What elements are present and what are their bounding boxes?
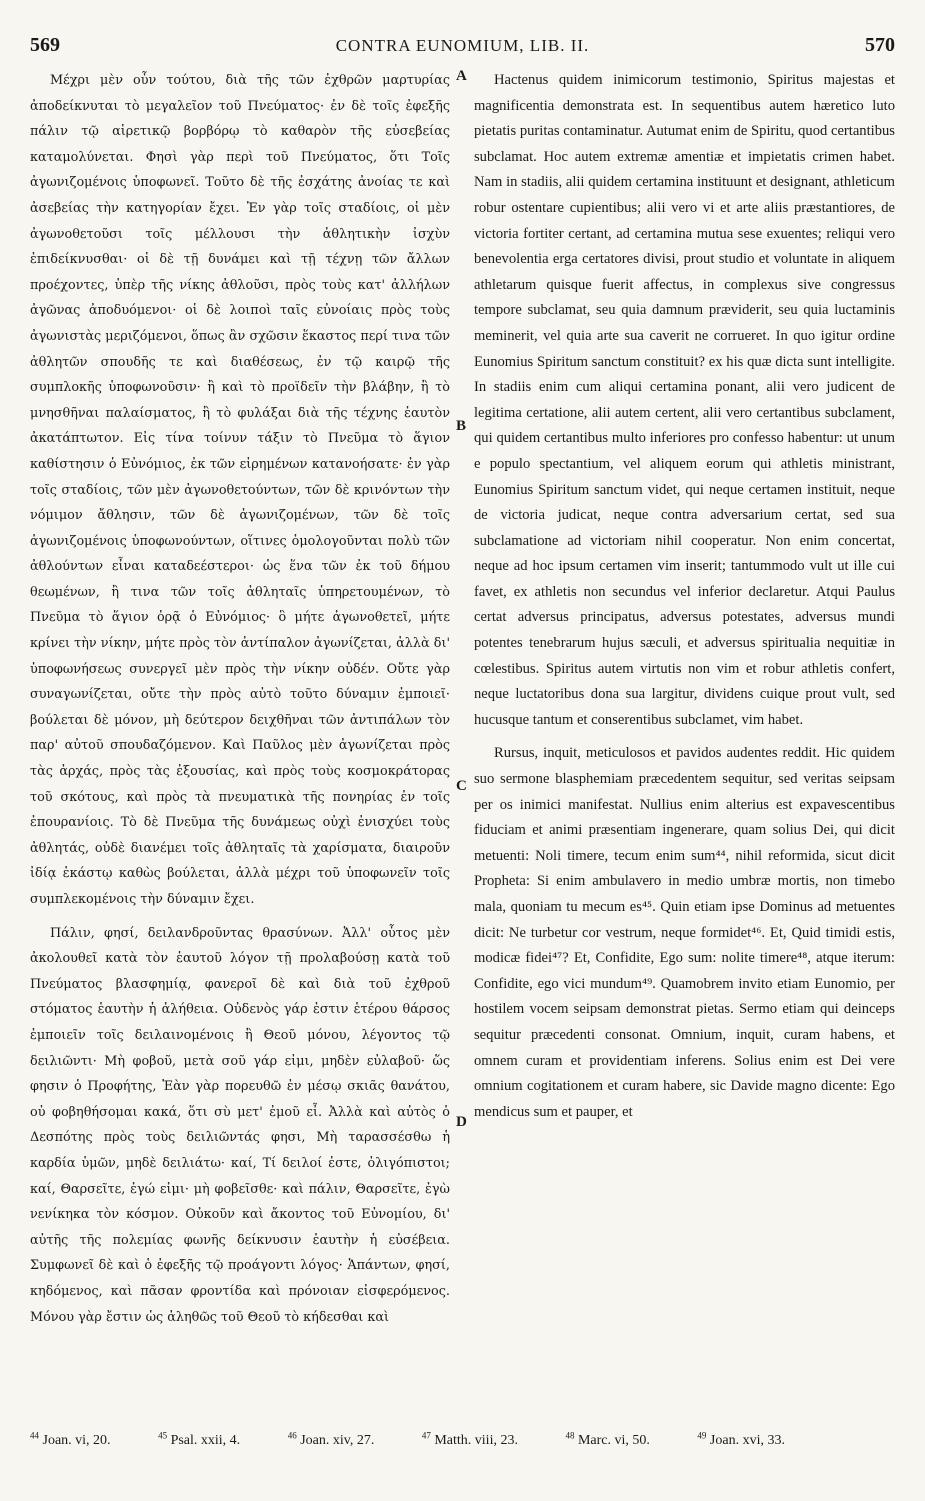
latin-paragraph-1: Hactenus quidem inimicorum testimonio, Spiritus majestas et magnificentia demonstrata est. In sequentibus autem hæretico luto pietatis puritas contaminatur. Autumat enim de Spiritu, quod certantibus subclamat. Hoc autem extremæ amentiæ et impietatis crimen habet. Nam in stadiis, alii quidem certamina instituunt et designant, athleticum robur ostentare cupientibus; alii vero vi et arte aliis præstantiores, de victoria fortiter certant, ad certamina mutua sese exuentes; reliqui vero benevolentia erga certatores divisi, prout studio et voluntate in aliquem athletarum quisque fuerit affectus, in complexus sive congressus tempore subclamat, seu quia damnum præviderit, seu quia luctaminis meminerit, vel quia arte sua caverit ne corrueret. In quo igitur ordine Eunomius Spiritum sanctum constituit? ex his quæ dicta sunt intelligite. In stadiis enim cum aliqui certamina ponant, alii vero judicent de legitima certatione, alii autem certent, alii vero certantibus subclament, qui quidem certantibus multo inferiores pro confesso habentur: ut unum e populo spectantium, vel aliquem eorum qui athletis ministrant, Eunomius Spiritum sanctum videt, qui neque certamen instituit, neque de victoria judicat, neque contra adversarium certat, sed sua subclamatione ad victoriam nihil cooperatur. Non enim concertat, neque ad hoc ipsum certamen vim inserit; tantummodo vult ut ille cui favet, ex athletis non secundus vel inferior declaretur. Atqui Paulus certat adversus principatus, adversus potestates, adversus mundi potentes tenebrarum hujus sæculi, et adversus spiritualia nequitiæ in cœlestibus. Spiritus autem virtutis non vim et robur athletis confert, neque luctatoribus dona sua largitur, dividens cuique prout vult, sed hucusque tantum et conserentibus subclamet, vim habet. bbox=[474, 72, 895, 728]
latin-paragraph-2: Rursus, inquit, meticulosos et pavidos audentes reddit. Hic quidem suo sermone blasphemiam præcedentem sequitur, sed veritas seipsam per os inimici manifestat. Nullius enim alterius est expavescentibus fiduciam et animi præsentiam ingenerare, quam solius Dei, qui dicit metuenti: Noli timere, tecum enim sum⁴⁴, nihil reformida, sicut dicit Propheta: Si enim ambulavero in medio umbræ mortis, non timebo mala, quoniam tu mecum es⁴⁵. Quin etiam ipse Dominus ad metuentes dicit: Ne turbetur cor vestrum, neque formidet⁴⁶. Et, Quid timidi estis, modicæ fidei⁴⁷? Et, Confidite, Ego sum: nolite timere⁴⁸, atque iterum: Confidite, ego vici mundum⁴⁹. Quamobrem invito etiam Eunomio, per hostilem vocem seipsam demonstrat pietas. Sermo etiam qui deinceps sequitur præcedenti consonat. Omnium, inquit, curam habens, et omnem curam et providentiam inferens. Solius enim est Dei vere omnium cogitationem et curam habere, sic Davide magno dicente: Ego mendicus sum et pauper, et bbox=[474, 745, 895, 1120]
greek-column bbox=[30, 68, 450, 1330]
two-column-body bbox=[30, 68, 895, 1418]
page-number-left: 569 bbox=[30, 34, 60, 56]
footnote-44: $^{44}$ Joan. vi, 20. bbox=[30, 1430, 111, 1448]
page-header bbox=[30, 34, 895, 60]
footnote-49: $^{49}$ Joan. xvi, 33. bbox=[697, 1430, 785, 1448]
footnote-48: $^{48}$ Marc. vi, 50. bbox=[565, 1430, 650, 1448]
section-markers bbox=[454, 68, 474, 1418]
greek-paragraph-2: Πάλιν, φησί, δειλανδροῦντας θρασύνων. Ἀλλ' οὗτος μὲν ἀκολουθεῖ κατὰ τὸν ἑαυτοῦ λόγον τῇ προλαβούσῃ κατὰ τοῦ Πνεύματος βλασφημίᾳ, φανεροῖ δὲ καὶ διὰ τοῦ ἐχθροῦ στόματος ἑαυτὴν ἡ ἀλήθεια. Οὐδενὸς γάρ ἐστιν ἑτέρου θάρσος ἐμποιεῖν τοῖς δειλαινομένοις ἢ Θεοῦ μόνου, λέγοντος τῷ δειλιῶντι· Μὴ φοβοῦ, μετὰ σοῦ γάρ εἰμι, μηδὲν εὐλαβοῦ· ὥς φησιν ὁ Προφήτης, Ἐὰν γὰρ πορευθῶ ἐν μέσῳ σκιᾶς θανάτου, οὐ φοβηθήσομαι κακά, ὅτι σὺ μετ' ἐμοῦ εἶ. Ἀλλὰ καὶ αὐτὸς ὁ Δεσπότης πρὸς τοὺς δειλιῶντάς φησι, Μὴ ταρασσέσθω ἡ καρδία ὑμῶν, μηδὲ δειλιάτω· καί, Τί δειλοί ἐστε, ὀλιγόπιστοι; καί, Θαρσεῖτε, ἐγώ εἰμι· μὴ φοβεῖσθε· καὶ πάλιν, Θαρσεῖτε, ἐγὼ νενίκηκα τὸν κόσμον. Οὐκοῦν καὶ ἄκοντος τοῦ Εὐνομίου, δι' αὐτῆς τῆς πολεμίας φωνῆς δείκνυσιν ἑαυτὴν ἡ εὐσέβεια. Συμφωνεῖ δὲ καὶ ὁ ἐφεξῆς τῷ προάγοντι λόγος· Ἁπάντων, φησί, κηδόμενος, καὶ πᾶσαν φροντίδα καὶ πρόνοιαν εἰσφερόμενος. Μόνου γὰρ ἔστιν ὡς ἀληθῶς τοῦ Θεοῦ τὸ κήδεσθαι καὶ bbox=[30, 925, 450, 1325]
running-title: CONTRA EUNOMIUM, LIB. II. bbox=[335, 36, 590, 55]
latin-column bbox=[474, 68, 895, 1125]
footnote-45: $^{45}$ Psal. xxii, 4. bbox=[158, 1430, 241, 1448]
section-marker-c: C bbox=[456, 778, 467, 794]
page-number-right: 570 bbox=[865, 34, 895, 56]
section-marker-b: B bbox=[456, 418, 467, 434]
footnote-47: $^{47}$ Matth. viii, 23. bbox=[421, 1430, 518, 1448]
greek-paragraph-1: Μέχρι μὲν οὖν τούτου, διὰ τῆς τῶν ἐχθρῶν μαρτυρίας ἀποδείκνυται τὸ μεγαλεῖον τοῦ Πνεύματος· ἐν δὲ τοῖς ἐφεξῆς πάλιν τῷ αἱρετικῷ βορβόρῳ τὸ καθαρὸν τῆς εὐσεβείας καταμολύνεται. Φησὶ γὰρ περὶ τοῦ Πνεύματος, ὅτι Τοῖς ἀγωνιζομένοις ὑποφωνεῖ. Τοῦτο δὲ τῆς ἐσχάτης ἀνοίας τε καὶ ἀσεβείας τὴν κατηγορίαν ἔχει. Ἐν γὰρ τοῖς σταδίοις, οἱ μὲν ἀγωνοθετοῦσι τοῖς μέλλουσι τὴν ἀθλητικὴν ἰσχὺν ἐπιδείκνυσθαι· οἱ δὲ τῇ δυνάμει καὶ τῇ τέχνῃ τῶν ἄλλων προέχοντες, ὑπὲρ τῆς νίκης ἀθλοῦσι, πρὸς τοὺς κατ' ἀλλήλων ἀγῶνας ἀποδυόμενοι· οἱ δὲ λοιποὶ ταῖς εὐνοίαις πρὸς τοὺς ἀγωνιστὰς μεριζόμενοι, ὅπως ἂν σχῶσιν ἕκαστος περί τινα τῶν ἀθλητῶν σπουδῆς τε καὶ διαθέσεως, ἐν τῷ καιρῷ τῆς συμπλοκῆς ὑποφωνοῦσιν· ἢ καὶ τὸ προϊδεῖν τὴν βλάβην, ἢ τὸ μνησθῆναι παλαίσματος, ἢ τὸ φυλάξαι διὰ τῆς τέχνης ἑαυτὸν ἀκατάπτωτον. Εἰς τίνα τοίνυν τάξιν τὸ Πνεῦμα τὸ ἅγιον καθίστησιν ὁ Εὐνόμιος, ἐκ τῶν εἰρημένων κατανοήσατε· ἐν γὰρ τοῖς σταδίοις, τῶν μὲν ἀγωνοθετούντων, τῶν δὲ κρινόντων τὴν νόμιμον ἄθλησιν, τῶν δὲ ἀγωνιζομένων, τῶν δὲ τοῖς ἀγωνιζομένοις ὑποφωνούντων, οἵτινες ὁμολογοῦνται πολὺ τῶν ἀθλούντων εἶναι καταδεέστεροι· ὡς ἕνα τῶν ἐκ τοῦ δήμου θεωμένων, ἢ τινα τῶν τοῖς ἀθληταῖς ὑπηρετουμένων, τὸ Πνεῦμα τὸ ἅγιον ὁρᾷ ὁ Εὐνόμιος· ὃ μήτε ἀγωνοθετεῖ, μήτε κρίνει τὴν νίκην, μήτε πρὸς τὸν ἀντίπαλον ἀγωνίζεται, ἀλλὰ δι' ὑποφωνήσεως συνεργεῖ μὲν πρὸς τὴν νίκην οὐδέν. Οὔτε γὰρ συναγωνίζεται, οὔτε τὴν πρὸς αὐτὸ τοῦτο δύναμιν ἐμποιεῖ· βούλεται δὲ μόνον, μὴ δεύτερον δειχθῆναι τῶν ἀντιπάλων τὸν παρ' αὐτοῦ σπουδαζόμενον. Καὶ Παῦλος μὲν ἀγωνίζεται πρὸς τὰς ἀρχάς, πρὸς τὰς ἐξουσίας, καὶ πρὸς τοὺς κοσμοκράτορας τοῦ σκότους, καὶ πρὸς τὰ πνευματικὰ τῆς πονηρίας ἐν τοῖς ἐπουρανίοις. Τὸ δὲ Πνεῦμα τῆς δυνάμεως οὐχὶ ἐνισχύει τοὺς ἀθλητάς, οὐδὲ διανέμει τοῖς ἀθληταῖς τὰ χαρίσματα, διαιροῦν ἰδίᾳ ἑκάστῳ καθὼς βούλεται, ἀλλὰ μέχρι τοῦ ὑποφωνεῖν τοῖς συμπλεκομένοις τὴν δύναμιν ἔχει. bbox=[30, 73, 450, 907]
section-marker-a: A bbox=[456, 68, 467, 84]
section-marker-d: D bbox=[456, 1114, 467, 1130]
footnote-46: $^{46}$ Joan. xiv, 27. bbox=[287, 1430, 375, 1448]
footnotes bbox=[30, 1424, 895, 1452]
